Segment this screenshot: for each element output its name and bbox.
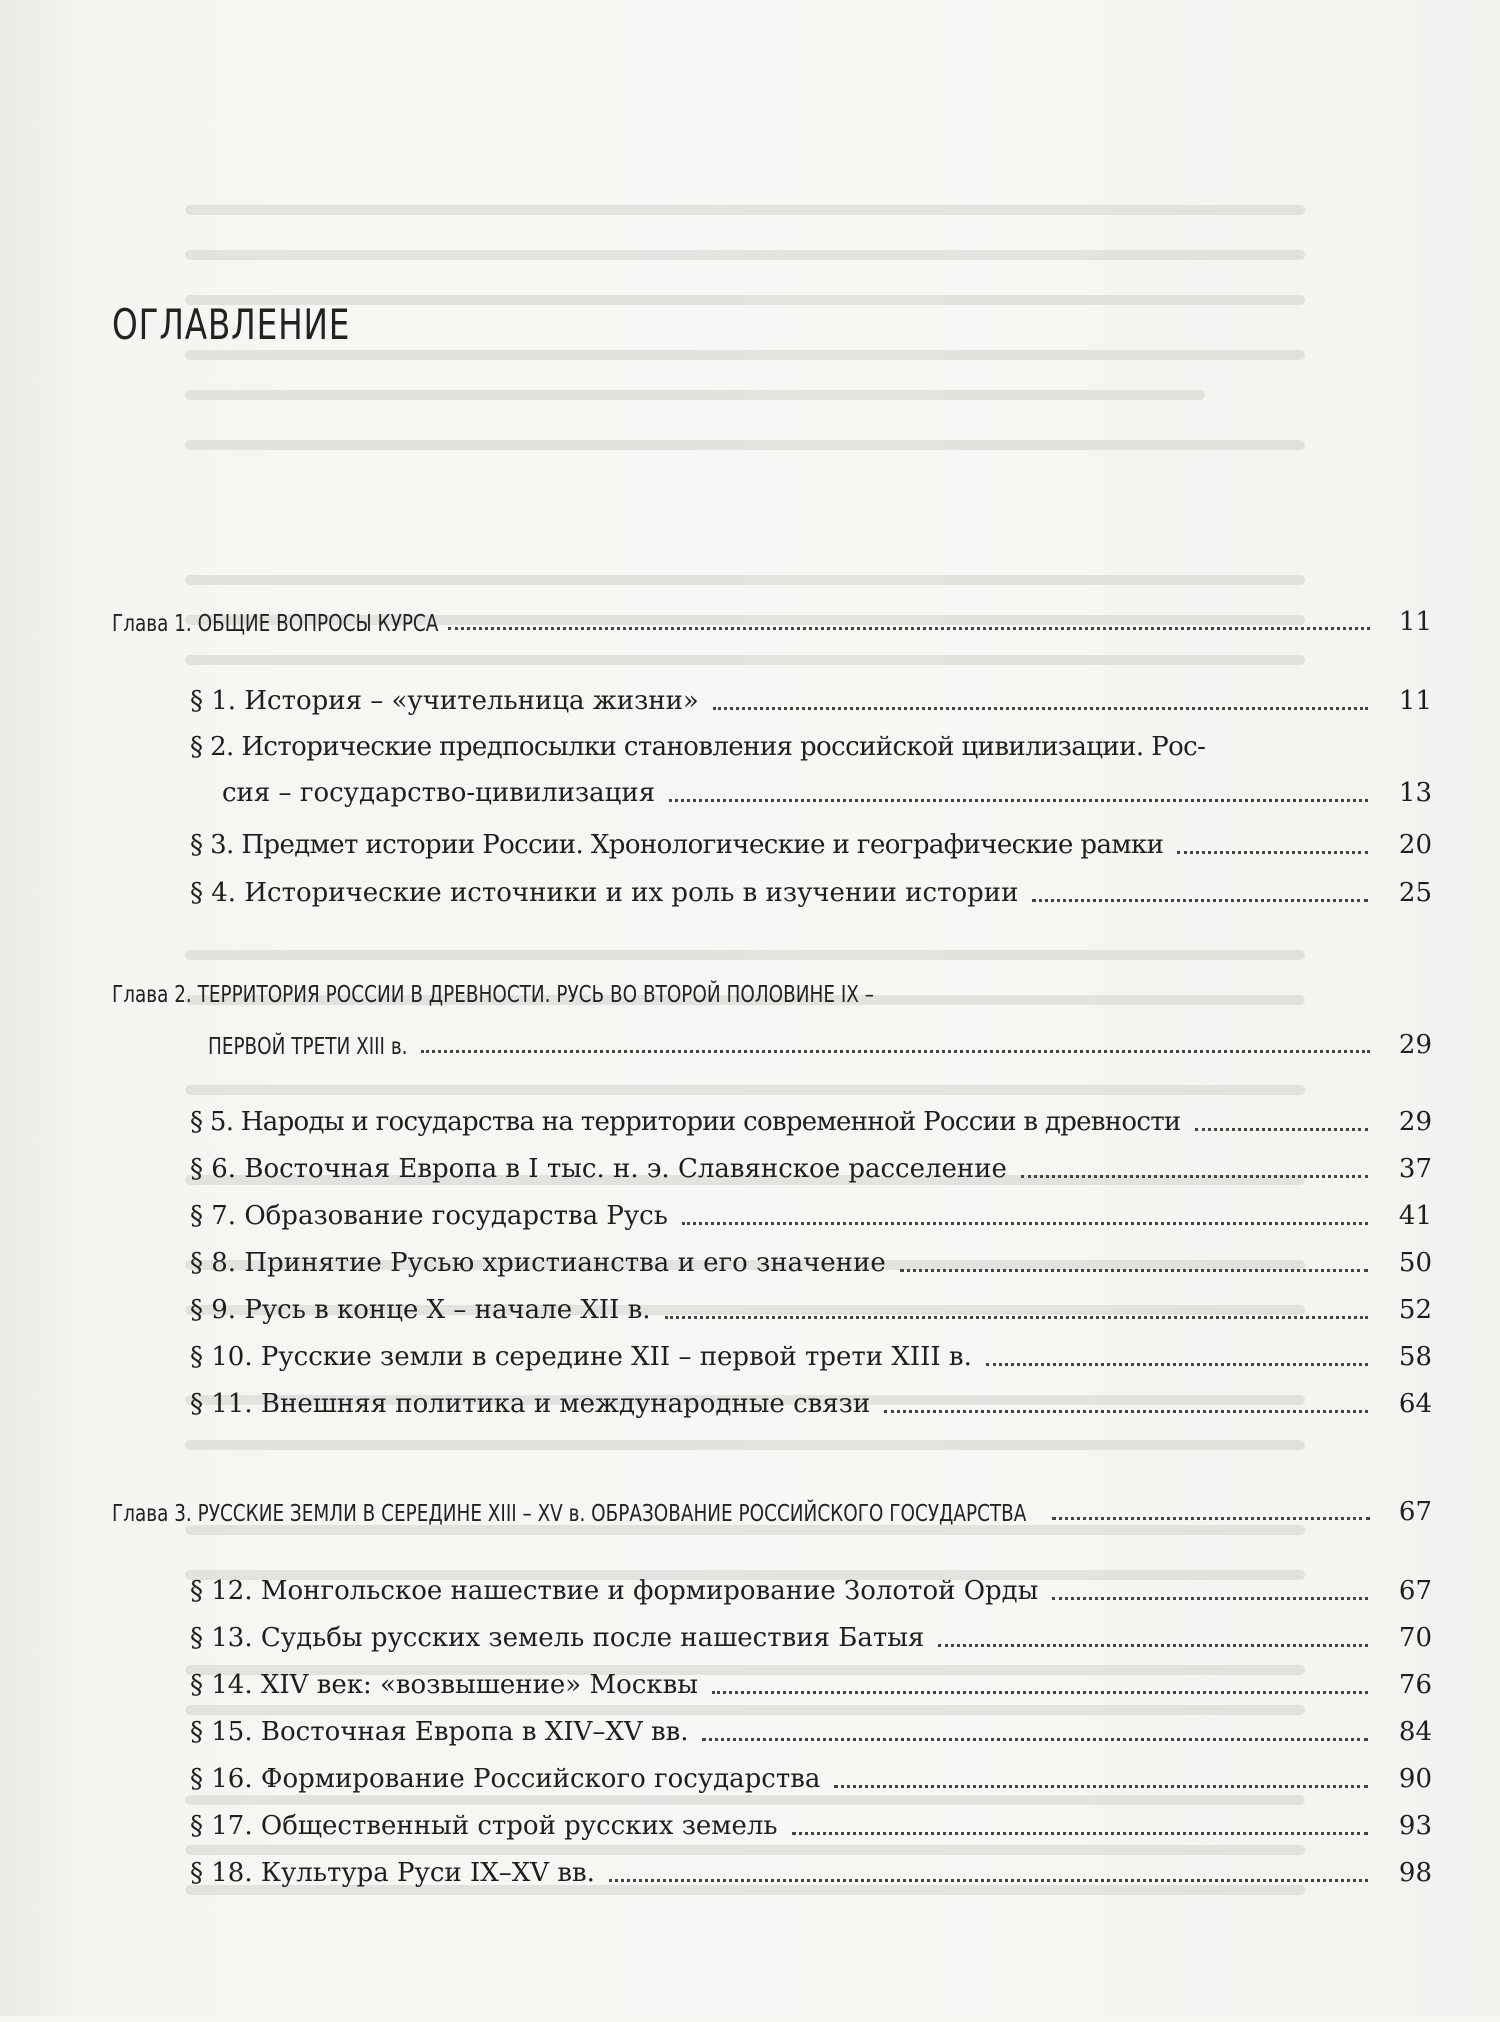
dot-leader	[938, 1644, 1368, 1647]
page-number: 67	[1398, 1497, 1432, 1527]
toc-entry	[190, 1152, 1432, 1186]
chapter-1-heading	[112, 607, 1432, 637]
chapter-2-heading	[112, 982, 1432, 1060]
entry-label: § 12. Монгольское нашествие и формирование Золотой Орды	[190, 1576, 1039, 1606]
page-number: 13	[1398, 778, 1432, 808]
toc-entry	[190, 1574, 1432, 1608]
toc-entry	[190, 1668, 1432, 1702]
toc-entry	[190, 1199, 1432, 1233]
toc-entry	[190, 1621, 1432, 1655]
entry-label: § 8. Принятие Русью христианства и его значение	[190, 1248, 886, 1278]
entry-label: § 10. Русские земли в середине XII – первой трети XIII в.	[190, 1342, 972, 1372]
toc-entry	[190, 1105, 1432, 1139]
entry-label: § 17. Общественный строй русских земель	[190, 1811, 778, 1841]
page-number: 90	[1398, 1764, 1432, 1794]
dot-leader	[448, 627, 1370, 630]
toc-entry	[190, 1762, 1432, 1796]
dot-leader	[609, 1879, 1368, 1882]
entry-label: § 9. Русь в конце X – начале XII в.	[190, 1295, 651, 1325]
page-number: 11	[1398, 686, 1432, 716]
toc-entry	[190, 684, 1432, 718]
dot-leader	[986, 1363, 1368, 1366]
entry-label: § 16. Формирование Российского государства	[190, 1764, 821, 1794]
entry-label-continued: сия – государство-цивилизация	[222, 778, 656, 808]
page-number: 67	[1398, 1576, 1432, 1606]
entry-label: § 6. Восточная Европа в I тыс. н. э. Славянское расселение	[190, 1154, 1007, 1184]
page-number: 98	[1398, 1858, 1432, 1888]
entry-label: § 7. Образование государства Русь	[190, 1201, 668, 1231]
dot-leader	[900, 1269, 1368, 1272]
toc-entry	[190, 1293, 1432, 1327]
entry-label: § 4. Исторические источники и их роль в изучении истории	[190, 878, 1019, 908]
chapter-3-heading	[112, 1497, 1432, 1527]
dot-leader	[1052, 1597, 1368, 1600]
page-number: 58	[1398, 1342, 1432, 1372]
page-title: ОГЛАВЛЕНИЕ	[112, 300, 351, 349]
dot-leader	[682, 1222, 1368, 1225]
page-number: 41	[1398, 1201, 1432, 1231]
page-number: 52	[1398, 1295, 1432, 1325]
toc-entry	[190, 1856, 1432, 1890]
dot-leader	[792, 1832, 1368, 1835]
dot-leader	[702, 1738, 1368, 1741]
dot-leader	[713, 707, 1368, 710]
page-number: 84	[1398, 1717, 1432, 1747]
chapter-label: Глава 3. РУССКИЕ ЗЕМЛИ В СЕРЕДИНЕ XIII – XV в. ОБРАЗОВАНИЕ РОССИЙСКОГО ГОСУДАРСТВА	[112, 1501, 1027, 1527]
dot-leader	[1052, 1517, 1370, 1520]
page-number: 50	[1398, 1248, 1432, 1278]
dot-leader	[421, 1050, 1370, 1053]
page-number: 76	[1398, 1670, 1432, 1700]
toc-entry	[190, 1715, 1432, 1749]
page-number: 11	[1398, 607, 1432, 637]
dot-leader	[669, 799, 1368, 802]
dot-leader	[884, 1410, 1368, 1413]
page-number: 64	[1398, 1389, 1432, 1419]
entry-label: § 3. Предмет истории России. Хронологические и географические рамки	[190, 830, 1164, 860]
entry-label: § 18. Культура Руси IX–XV вв.	[190, 1858, 595, 1888]
dot-leader	[1177, 851, 1368, 854]
dot-leader	[712, 1691, 1368, 1694]
page-number: 93	[1398, 1811, 1432, 1841]
chapter-label: Глава 1. ОБЩИЕ ВОПРОСЫ КУРСА	[112, 611, 439, 637]
page-number: 20	[1398, 830, 1432, 860]
toc-entry	[190, 1246, 1432, 1280]
dot-leader	[834, 1785, 1368, 1788]
entry-label: § 15. Восточная Европа в XIV–XV вв.	[190, 1717, 689, 1747]
toc-entry	[190, 730, 1432, 810]
entry-label: § 2. Исторические предпосылки становления российской цивилизации. Рос-	[190, 732, 1206, 762]
entry-label: § 13. Судьбы русских земель после нашествия Батыя	[190, 1623, 925, 1653]
page-number: 29	[1398, 1107, 1432, 1137]
page-number: 25	[1398, 878, 1432, 908]
toc-entry	[190, 1387, 1432, 1421]
entry-label: § 5. Народы и государства на территории современной России в древности	[190, 1107, 1181, 1137]
entry-label: § 14. XIV век: «возвышение» Москвы	[190, 1670, 698, 1700]
dot-leader	[1195, 1128, 1368, 1131]
entry-label: § 11. Внешняя политика и международные связи	[190, 1389, 871, 1419]
toc-entry	[190, 828, 1432, 862]
toc-entry	[190, 1340, 1432, 1374]
dot-leader	[1021, 1175, 1368, 1178]
page-number: 37	[1398, 1154, 1432, 1184]
chapter-label: Глава 2. ТЕРРИТОРИЯ РОССИИ В ДРЕВНОСТИ. РУСЬ ВО ВТОРОЙ ПОЛОВИНЕ IX –	[112, 982, 874, 1008]
entry-label: § 1. История – «учительница жизни»	[190, 686, 699, 716]
chapter-label-continued: ПЕРВОЙ ТРЕТИ XIII в.	[208, 1034, 408, 1060]
page-number: 70	[1398, 1623, 1432, 1653]
dot-leader	[665, 1316, 1368, 1319]
page-number: 29	[1398, 1030, 1432, 1060]
toc-entry	[190, 876, 1432, 910]
toc-entry	[190, 1809, 1432, 1843]
dot-leader	[1032, 899, 1368, 902]
